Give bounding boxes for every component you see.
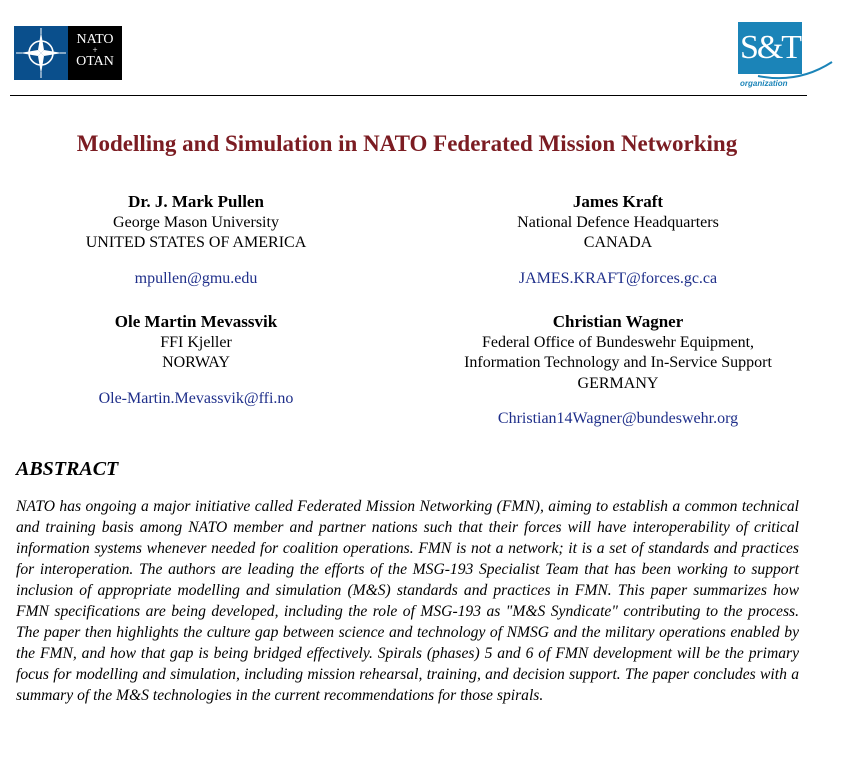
author-email[interactable]: mpullen@gmu.edu	[134, 269, 258, 287]
author-affiliation: UNITED STATES OF AMERICA	[85, 234, 307, 251]
abstract-body: NATO has ongoing a major initiative called Federated Mission Networking (FMN), aiming to establish a common technical and training basis among NATO member and partner nations such that their forces will have interoperability of critical information systems whenever needed for coalition operations. FMN is not a network; it is a set of standards and practices for interoperation. The authors are leading the efforts of the MSG-193 Specialist Team that has been working to support inclusion of appropriate modelling and simulation (M&S) standards and practices in FMN. This paper summarizes how FMN specifications are being developed, including the role of MSG-193 as "M&S Syndicate" contributing to the process. The paper then highlights the culture gap between science and technology of NMSG and the military operations enabled by the FMN, and how that gap is being bridged effectively. Spirals (phases) 5 and 6 of FMN development will be the primary focus for modelling and simulation, including mission rehearsal, training, and decision support. The paper concludes with a summary of the M&S technologies in the current recommendations for those spirals.	[16, 498, 799, 704]
nato-plus: +	[92, 45, 98, 55]
author-name: Ole Martin Mevassvik	[114, 312, 278, 331]
author-email[interactable]: Christian14Wagner@bundeswehr.org	[497, 410, 739, 427]
author-affiliation: Information Technology and In-Service Support	[464, 354, 772, 371]
nato-compass-icon	[14, 26, 68, 80]
author-block	[418, 312, 818, 430]
nato-wordmark	[68, 26, 122, 80]
otan-word: OTAN	[76, 54, 114, 69]
author-block	[45, 312, 347, 409]
author-affiliation: FFI Kjeller	[160, 333, 232, 351]
author-affiliation: National Defence Headquarters	[517, 213, 719, 231]
author-affiliation: George Mason University	[113, 213, 279, 231]
author-email[interactable]: Ole-Martin.Mevassvik@ffi.no	[98, 389, 294, 407]
author-affiliation: CANADA	[583, 234, 653, 251]
author-email[interactable]: JAMES.KRAFT@forces.gc.ca	[518, 269, 718, 287]
author-affiliation: NORWAY	[162, 354, 230, 371]
header-divider	[10, 95, 807, 96]
author-name: Dr. J. Mark Pullen	[128, 192, 264, 211]
st-subtitle: organization	[740, 79, 788, 88]
nato-word: NATO	[76, 32, 114, 47]
author-affiliation: GERMANY	[577, 374, 659, 392]
author-block	[45, 192, 347, 289]
author-block	[438, 192, 798, 289]
author-name: James Kraft	[572, 192, 664, 211]
nato-logo	[14, 26, 122, 80]
abstract-heading: ABSTRACT	[16, 458, 119, 480]
st-mark: S&T	[738, 22, 802, 74]
paper-title: Modelling and Simulation in NATO Federated Mission Networking	[76, 131, 738, 156]
author-name: Christian Wagner	[552, 312, 684, 331]
author-affiliation: Federal Office of Bundeswehr Equipment,	[481, 333, 755, 351]
st-organization-logo	[738, 22, 833, 90]
